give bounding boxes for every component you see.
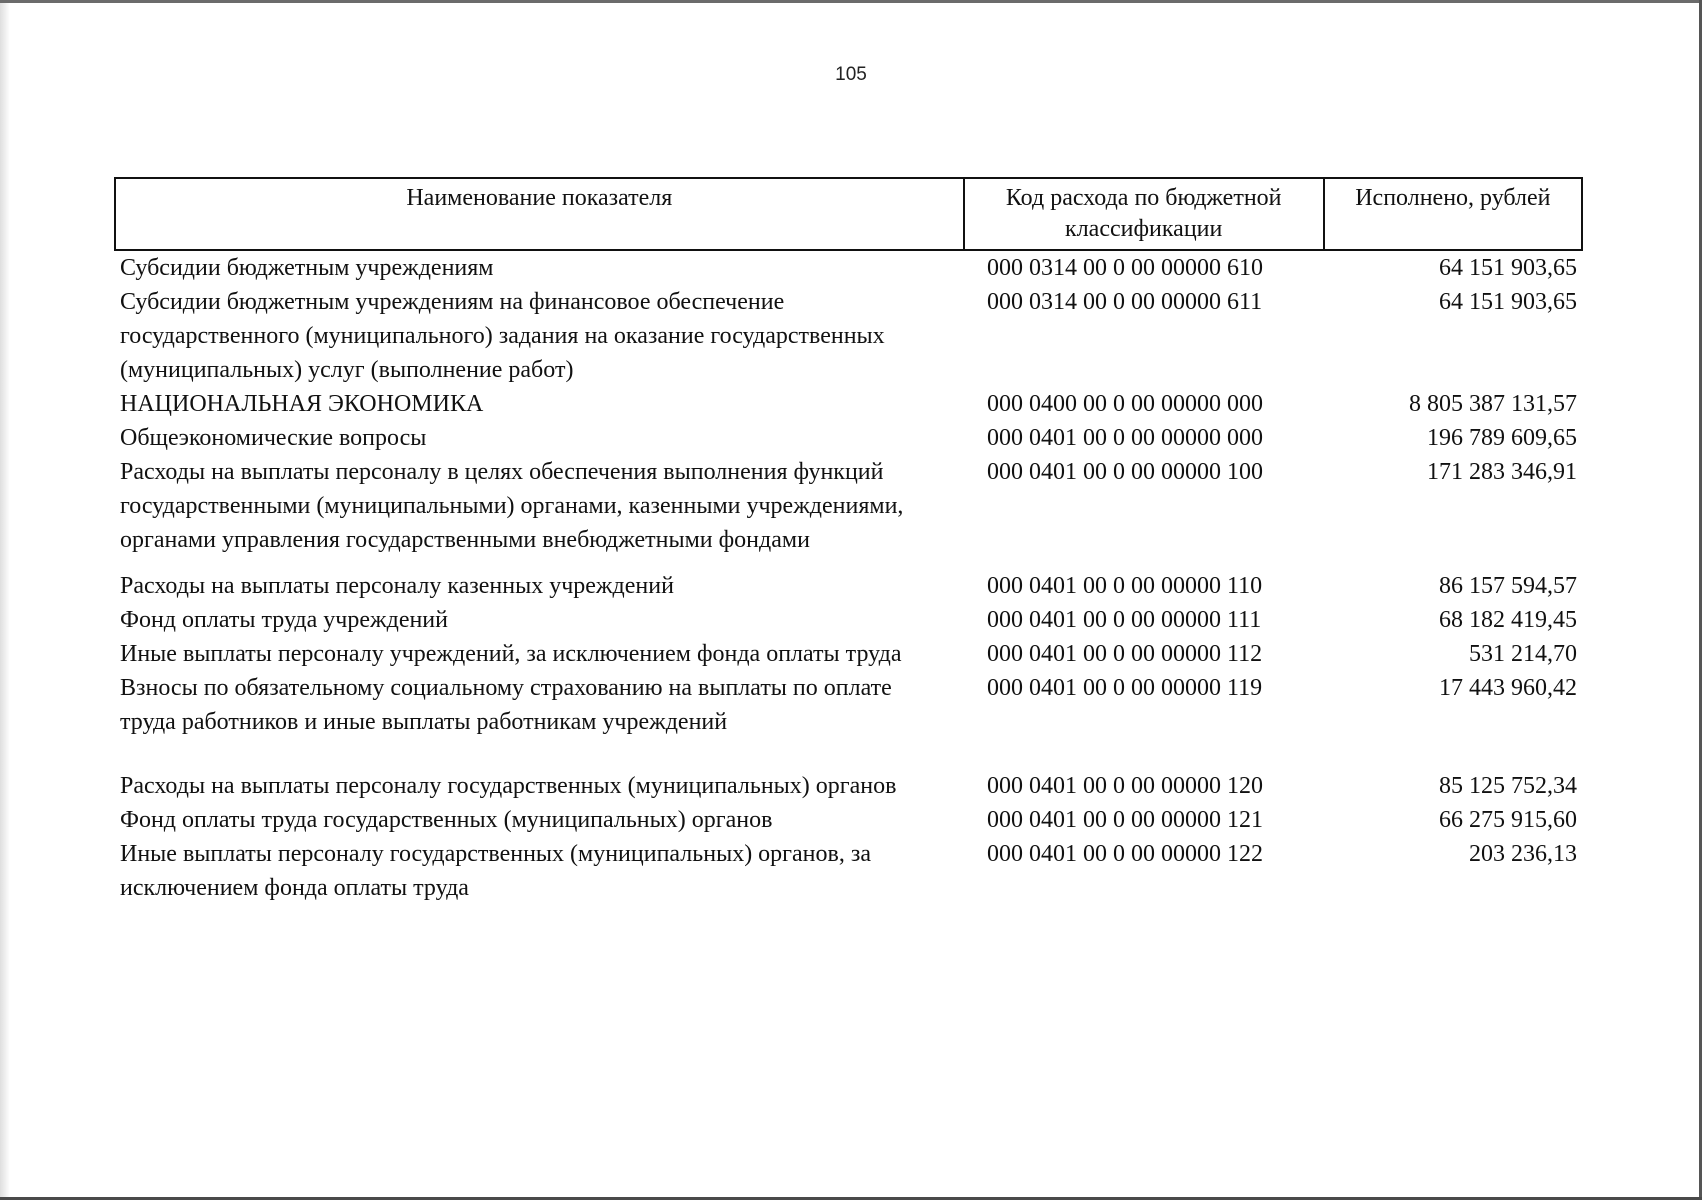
row-amount: 64 151 903,65 xyxy=(1439,255,1577,281)
table-row xyxy=(114,251,1583,285)
row-amount: 86 157 594,57 xyxy=(1439,573,1577,599)
row-amount: 196 789 609,65 xyxy=(1427,425,1577,451)
page-number: 105 xyxy=(835,64,867,85)
table-row xyxy=(114,285,1583,387)
row-amount: 8 805 387 131,57 xyxy=(1409,391,1577,417)
row-amount: 68 182 419,45 xyxy=(1439,607,1577,633)
row-amount: 171 283 346,91 xyxy=(1427,459,1577,485)
table-body xyxy=(114,251,1583,905)
row-amount: 66 275 915,60 xyxy=(1439,807,1577,833)
row-name: Расходы на выплаты персоналу в целях обеспечения выполнения функций государственными (муниципальными) органами, казенными учреждениями, органами управления государственными внебюджетными фондами xyxy=(120,459,904,553)
row-code: 000 0401 00 0 00 00000 112 xyxy=(987,641,1263,667)
table-row xyxy=(114,569,1583,603)
row-code: 000 0401 00 0 00 00000 121 xyxy=(987,807,1263,833)
row-code: 000 0401 00 0 00 00000 111 xyxy=(987,607,1262,633)
row-amount: 85 125 752,34 xyxy=(1439,773,1577,799)
table-row xyxy=(114,421,1583,455)
table-row xyxy=(114,671,1583,739)
row-name: Субсидии бюджетным учреждениям на финансовое обеспечение государственного (муниципального) задания на оказание государственных (муниципальных) услуг (выполнение работ) xyxy=(120,289,885,383)
table-row xyxy=(114,803,1583,837)
row-name: НАЦИОНАЛЬНАЯ ЭКОНОМИКА xyxy=(120,391,484,417)
row-name: Субсидии бюджетным учреждениям xyxy=(120,255,494,281)
table-row xyxy=(114,637,1583,671)
row-name: Расходы на выплаты персоналу государственных (муниципальных) органов xyxy=(120,773,897,799)
row-code: 000 0401 00 0 00 00000 120 xyxy=(987,773,1263,799)
row-amount: 203 236,13 xyxy=(1469,841,1577,867)
row-name: Фонд оплаты труда учреждений xyxy=(120,607,448,633)
row-name: Фонд оплаты труда государственных (муниципальных) органов xyxy=(120,807,773,833)
row-amount: 17 443 960,42 xyxy=(1439,675,1577,701)
scan-border-top xyxy=(0,0,1702,3)
table-row xyxy=(114,455,1583,557)
budget-execution-table xyxy=(114,177,1583,905)
table-row xyxy=(114,837,1583,905)
header-budget-code: Код расхода по бюджетной классификации xyxy=(963,179,1323,249)
table-row xyxy=(114,603,1583,637)
table-row xyxy=(114,387,1583,421)
row-code: 000 0314 00 0 00 00000 611 xyxy=(987,289,1263,315)
row-name: Взносы по обязательному социальному страхованию на выплаты по оплате труда работников и иные выплаты работникам учреждений xyxy=(120,675,892,735)
row-code: 000 0401 00 0 00 00000 119 xyxy=(987,675,1263,701)
row-amount: 531 214,70 xyxy=(1469,641,1577,667)
row-code: 000 0401 00 0 00 00000 110 xyxy=(987,573,1263,599)
row-code: 000 0401 00 0 00 00000 100 xyxy=(987,459,1263,485)
row-code: 000 0400 00 0 00 00000 000 xyxy=(987,391,1263,417)
row-code: 000 0401 00 0 00 00000 000 xyxy=(987,425,1263,451)
row-name: Общеэкономические вопросы xyxy=(120,425,427,451)
row-code: 000 0314 00 0 00 00000 610 xyxy=(987,255,1263,281)
row-code: 000 0401 00 0 00 00000 122 xyxy=(987,841,1263,867)
row-name: Иные выплаты персоналу учреждений, за исключением фонда оплаты труда xyxy=(120,641,902,667)
table-row xyxy=(114,769,1583,803)
row-amount: 64 151 903,65 xyxy=(1439,289,1577,315)
scan-shadow-left xyxy=(0,0,10,1200)
header-executed-amount: Исполнено, рублей xyxy=(1323,179,1581,249)
header-indicator-name: Наименование показателя xyxy=(406,185,673,211)
table-header xyxy=(114,177,1583,251)
row-name: Расходы на выплаты персоналу казенных учреждений xyxy=(120,573,674,599)
row-name: Иные выплаты персоналу государственных (муниципальных) органов, за исключением фонда оплаты труда xyxy=(120,841,871,901)
